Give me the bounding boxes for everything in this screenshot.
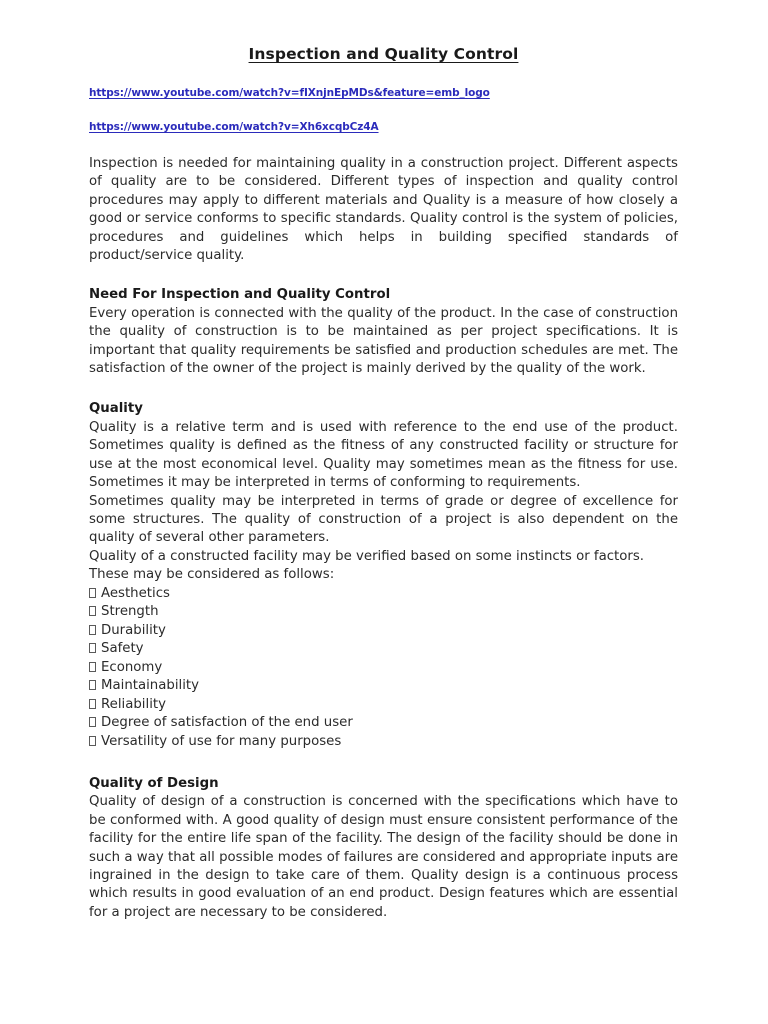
list-item: [89, 733, 678, 752]
bullet-box-icon: [89, 606, 96, 616]
list-item: [89, 603, 678, 622]
list-item-label: Safety: [101, 641, 144, 657]
bullet-box-icon: [89, 699, 96, 709]
list-item: [89, 659, 678, 678]
bullet-box-icon: [89, 643, 96, 653]
list-item-label: Durability: [101, 622, 166, 638]
section-paragraph: Sometimes quality may be interpreted in terms of grade or degree of excellence for some structures. The quality of construction of a project is also dependent on the quality of several other parameters.: [89, 493, 678, 546]
list-item: [89, 622, 678, 641]
youtube-link-1[interactable]: https://www.youtube.com/watch?v=fIXnjnEpMDs&feature=emb_logo: [89, 87, 490, 99]
section-paragraph: Quality is a relative term and is used with reference to the end use of the product. Sometimes quality is defined as the fitness of any constructed facility or structure for use at the most economical level. Quality may sometimes mean as the fitness for use. Sometimes it may be interpreted in terms of conforming to requirements.: [89, 419, 678, 491]
bullet-box-icon: [89, 736, 96, 746]
list-item-label: Degree of satisfaction of the end user: [101, 715, 353, 731]
list-item-label: Reliability: [101, 696, 166, 712]
bullet-box-icon: [89, 588, 96, 598]
section-paragraph: Every operation is connected with the quality of the product. In the case of construction the quality of construction is to be maintained as per project specifications. It is important that quality requirements be satisfied and production schedules are met. The satisfaction of the owner of the project is mainly derived by the quality of the work.: [89, 305, 678, 377]
intro-paragraph: Inspection is needed for maintaining quality in a construction project. Different aspects of quality are to be considered. Different types of inspection and quality control procedures may apply to different materials and Quality is a measure of how closely a good or service conforms to specific standards. Quality control is the system of policies, procedures and guidelines which helps in building specified standards of product/service quality.: [89, 156, 678, 264]
section-heading-quality: Quality: [89, 401, 143, 417]
section-quality-of-design: [89, 775, 678, 922]
section-need-for-inspection: [89, 286, 678, 378]
list-item-label: Economy: [101, 659, 163, 675]
section-quality: [89, 400, 678, 751]
section-paragraph: Quality of a constructed facility may be verified based on some instincts or factors.: [89, 548, 645, 564]
list-item: [89, 585, 678, 604]
bullet-box-icon: [89, 625, 96, 635]
list-item: [89, 714, 678, 733]
quality-factors-list: [89, 585, 678, 752]
list-item: [89, 640, 678, 659]
list-item: [89, 677, 678, 696]
bullet-box-icon: [89, 680, 96, 690]
section-paragraph: These may be considered as follows:: [89, 567, 335, 583]
page-title: Inspection and Quality Control: [248, 45, 519, 63]
list-item-label: Versatility of use for many purposes: [101, 733, 342, 749]
link-line-1: [89, 83, 678, 101]
section-heading-need-for-inspection: Need For Inspection and Quality Control: [89, 287, 391, 303]
link-line-2: [89, 117, 678, 135]
section-paragraph: Quality of design of a construction is concerned with the specifications which have to be conformed with. A good quality of design must ensure consistent performance of the facility for the entire life span of the facility. The design of the facility should be done in such a way that all possible modes of failures are considered and appropriate inputs are ingrained in the design to take care of them. Quality design is a continuous process which results in good evaluation of an end product. Design features which are essential for a project are necessary to be considered.: [89, 794, 678, 920]
list-item-label: Strength: [101, 604, 159, 620]
list-item-label: Aesthetics: [101, 585, 170, 601]
section-heading-quality-of-design: Quality of Design: [89, 776, 219, 792]
list-item-label: Maintainability: [101, 678, 199, 694]
list-item: [89, 696, 678, 715]
youtube-link-2[interactable]: https://www.youtube.com/watch?v=Xh6xcqbCz4A: [89, 121, 379, 133]
bullet-box-icon: [89, 662, 96, 672]
bullet-box-icon: [89, 717, 96, 727]
